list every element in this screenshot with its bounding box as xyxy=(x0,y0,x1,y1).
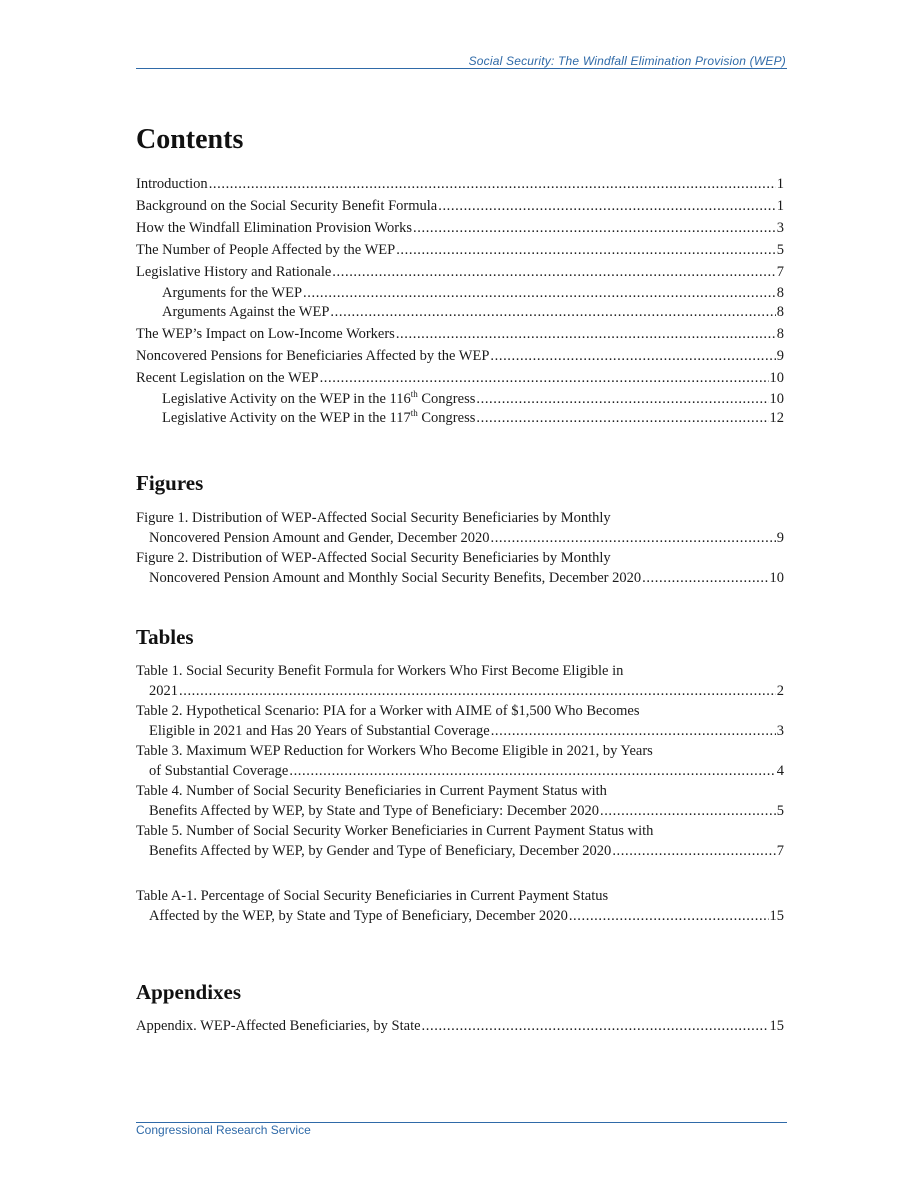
toc-entry-title: Background on the Social Security Benefit Formula xyxy=(136,198,438,214)
toc-page-number: 8 xyxy=(776,304,784,320)
toc-entry-title: Appendix. WEP-Affected Beneficiaries, by State xyxy=(136,1018,421,1034)
toc-entry-title: Legislative History and Rationale xyxy=(136,264,332,280)
figure-entry[interactable] xyxy=(136,508,784,548)
dot-leader xyxy=(612,841,775,861)
dot-leader xyxy=(332,262,775,282)
toc-entry-title: Legislative Activity on the WEP in the 116th Congress xyxy=(162,389,476,407)
entry-title-line1: Figure 2. Distribution of WEP-Affected Social Security Beneficiaries by Monthly xyxy=(136,550,611,566)
dot-leader xyxy=(303,284,776,303)
dot-leader xyxy=(330,303,775,322)
toc-entry[interactable] xyxy=(136,218,784,238)
toc-entry[interactable] xyxy=(136,196,784,216)
toc-entry-title: Arguments Against the WEP xyxy=(162,304,330,320)
entry-title-line1: Figure 1. Distribution of WEP-Affected Social Security Beneficiaries by Monthly xyxy=(136,510,611,526)
dot-leader xyxy=(320,368,769,388)
entry-title-line2: Benefits Affected by WEP, by Gender and Type of Beneficiary, December 2020 xyxy=(149,843,612,859)
table-entry[interactable] xyxy=(136,741,784,781)
toc-entry[interactable] xyxy=(136,346,784,366)
appendixes-heading: Appendixes xyxy=(136,980,242,1004)
running-header-title: Social Security: The Windfall Elimination Provision (WEP) xyxy=(468,54,786,68)
toc-page-number: 10 xyxy=(769,391,784,407)
toc-subentry[interactable] xyxy=(136,284,784,303)
appendixes-list xyxy=(136,1016,784,1036)
toc-entry[interactable] xyxy=(136,324,784,344)
entry-title-line1: Table 3. Maximum WEP Reduction for Workers Who Become Eligible in 2021, by Years xyxy=(136,743,653,759)
table-entry[interactable] xyxy=(136,886,784,926)
entry-title-line2: Benefits Affected by WEP, by State and Type of Beneficiary: December 2020 xyxy=(149,803,599,819)
toc-page-number: 15 xyxy=(769,908,784,924)
entry-title-line1: Table 5. Number of Social Security Worker Beneficiaries in Current Payment Status with xyxy=(136,823,654,839)
toc-page-number: 8 xyxy=(776,285,784,301)
toc-entry-title: The WEP’s Impact on Low-Income Workers xyxy=(136,326,395,342)
dot-leader xyxy=(491,721,776,741)
superscript-th: th xyxy=(410,408,418,419)
toc-page-number: 8 xyxy=(776,326,784,342)
toc-entry[interactable] xyxy=(136,240,784,260)
toc-entry[interactable] xyxy=(136,368,784,388)
appendix-entry[interactable] xyxy=(136,1016,784,1036)
toc-page-number: 7 xyxy=(776,843,784,859)
table-entry[interactable] xyxy=(136,821,784,861)
dot-leader xyxy=(438,196,776,216)
dot-leader xyxy=(569,906,769,926)
toc-entry-title: Arguments for the WEP xyxy=(162,285,303,301)
footer-organization: Congressional Research Service xyxy=(136,1123,311,1137)
toc-subentry[interactable] xyxy=(136,409,784,428)
toc-page-number: 7 xyxy=(776,264,784,280)
toc-page-number: 1 xyxy=(776,198,784,214)
toc-page-number: 5 xyxy=(776,803,784,819)
toc-subentry[interactable] xyxy=(136,390,784,409)
dot-leader xyxy=(289,761,775,781)
toc-page-number: 9 xyxy=(776,530,784,546)
toc-page-number: 5 xyxy=(776,242,784,258)
dot-leader xyxy=(422,1016,769,1036)
entry-title-line2: of Substantial Coverage xyxy=(149,763,289,779)
entry-title-line1: Table A-1. Percentage of Social Security Beneficiaries in Current Payment Status xyxy=(136,888,609,904)
figures-list xyxy=(136,508,784,588)
toc-page-number: 3 xyxy=(776,220,784,236)
contents-heading: Contents xyxy=(136,124,244,155)
figure-entry[interactable] xyxy=(136,548,784,588)
tables-heading: Tables xyxy=(136,625,194,649)
toc-page-number: 10 xyxy=(769,370,784,386)
toc-entry-title: Noncovered Pensions for Beneficiaries Affected by the WEP xyxy=(136,348,490,364)
toc-page-number: 4 xyxy=(776,763,784,779)
toc-subentry[interactable] xyxy=(136,303,784,322)
dot-leader xyxy=(600,801,776,821)
dot-leader xyxy=(476,390,768,409)
toc-entry-title: How the Windfall Elimination Provision Works xyxy=(136,220,413,236)
table-entry[interactable] xyxy=(136,661,784,701)
dot-leader xyxy=(396,240,776,260)
toc-page-number: 15 xyxy=(769,1018,784,1034)
dot-leader xyxy=(396,324,776,344)
toc-page-number: 12 xyxy=(769,410,784,426)
entry-title-line2: 2021 xyxy=(149,683,178,699)
toc-page-number: 3 xyxy=(776,723,784,739)
dot-leader xyxy=(490,528,775,548)
dot-leader xyxy=(413,218,776,238)
dot-leader xyxy=(476,409,768,428)
dot-leader xyxy=(209,174,776,194)
figures-heading: Figures xyxy=(136,471,204,495)
toc-page-number: 10 xyxy=(769,570,784,586)
entry-title-line2: Affected by the WEP, by State and Type of Beneficiary, December 2020 xyxy=(149,908,568,924)
superscript-th: th xyxy=(410,389,418,400)
tables-list xyxy=(136,661,784,926)
toc-entry-title: The Number of People Affected by the WEP xyxy=(136,242,396,258)
dot-leader xyxy=(179,681,776,701)
dot-leader xyxy=(490,346,775,366)
entry-title-line2: Noncovered Pension Amount and Gender, December 2020 xyxy=(149,530,490,546)
entry-title-line2: Eligible in 2021 and Has 20 Years of Substantial Coverage xyxy=(149,723,490,739)
dot-leader xyxy=(642,568,768,588)
header-divider xyxy=(136,68,787,69)
toc-page-number: 1 xyxy=(776,176,784,192)
toc-entry[interactable] xyxy=(136,174,784,194)
entry-title-line2: Noncovered Pension Amount and Monthly Social Security Benefits, December 2020 xyxy=(149,570,642,586)
toc-entry-title: Introduction xyxy=(136,176,208,192)
toc-page-number: 2 xyxy=(776,683,784,699)
entry-title-line1: Table 4. Number of Social Security Beneficiaries in Current Payment Status with xyxy=(136,783,607,799)
toc-entry[interactable] xyxy=(136,262,784,282)
toc-entry-title: Legislative Activity on the WEP in the 117th Congress xyxy=(162,408,476,426)
toc-page-number: 9 xyxy=(776,348,784,364)
toc-entry-title: Recent Legislation on the WEP xyxy=(136,370,319,386)
contents-list xyxy=(136,174,784,428)
entry-title-line1: Table 1. Social Security Benefit Formula for Workers Who First Become Eligible in xyxy=(136,663,624,679)
entry-title-line1: Table 2. Hypothetical Scenario: PIA for a Worker with AIME of $1,500 Who Becomes xyxy=(136,703,640,719)
table-entry[interactable] xyxy=(136,701,784,741)
table-entry[interactable] xyxy=(136,781,784,821)
